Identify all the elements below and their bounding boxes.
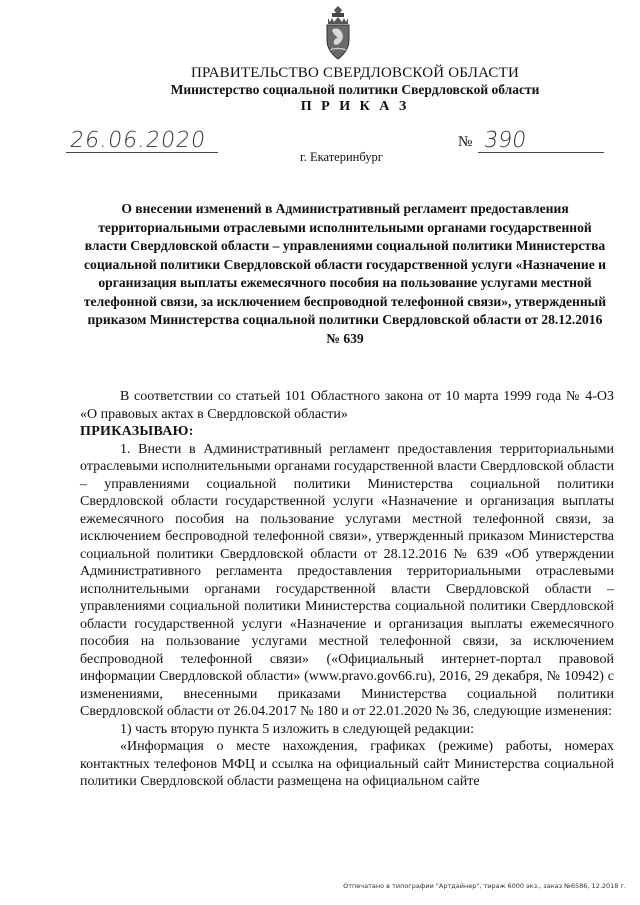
item-1-paragraph: 1. Внести в Административный регламент предоставления территориальными отраслевыми исполнительными органами государственной власти Свердловской области – управлениями социальной политики Министерства социальной политики Свердловской области государственной услуги «Назначение и организация выплаты ежемесячного пособия на пользование услугами местной телефонной связи, за исключением беспроводной телефонной связи», утвержденный приказом Министерства социальной политики Свердловской области от 28.12.2016 № 639 «Об утверждении Административного регламента предоставления территориальными отраслевыми исполнительными органами государственной власти Свердловской области – управлениями социальной политики Министерства социальной политики Свердловской области государственной услуги «Назначение и организация выплаты ежемесячного пособия на пользование услугами местной телефонной связи, за исключением беспроводной телефонной связи» («Официальный интернет-портал правовой информации Свердловской области» (www.pravo.gov66.ru), 2016, 29 декабря, № 10942) с изменениями, внесенными приказами Министерства социальной политики Свердловской области от 26.04.2017 № 180 и от 22.01.2020 № 36, следующие изменения:: [80, 441, 614, 719]
quote-paragraph: «Информация о месте нахождения, графиках (режиме) работы, номерах контактных телефонов МФЦ и ссылка на официальный сайт Министерства социальной политики Свердловской области размещена на официальном сайте: [80, 739, 614, 789]
subitem-1-paragraph: 1) часть вторую пункта 5 изложить в следующей редакции:: [120, 721, 474, 737]
date-underline: [66, 152, 218, 153]
city: г. Екатеринбург: [300, 150, 383, 164]
document-type: П Р И К А З: [300, 99, 410, 114]
intro-paragraph: В соответствии со статьей 101 Областного закона от 10 марта 1999 года № 4-ОЗ «О правовых актах в Свердловской области»: [80, 389, 614, 422]
document-title: О внесении изменений в Административный регламент предоставления территориальными отраслевыми исполнительными органами государственной власти Свердловской области – управлениями социальной политики Министерства социальной политики Свердловской области государственной услуги «Назначение и организация выплаты ежемесячного пособия на пользование услугами местной телефонной связи, за исключением беспроводной телефонной связи», утвержденный приказом Министерства социальной политики Свердловской области от 28.12.2016 № 639: [83, 201, 607, 346]
number-underline: [478, 152, 604, 153]
order-verb: ПРИКАЗЫВАЮ:: [80, 424, 194, 439]
ministry-name: Министерство социальной политики Свердловской области: [170, 82, 540, 97]
number-label: №: [458, 134, 473, 150]
order-number: 390: [482, 128, 528, 153]
document-header: [0, 64, 640, 115]
coat-of-arms-icon: [320, 6, 356, 60]
print-note: Отпечатано в типографии "Артдайнер", тираж 6000 экз., заказ №6586, 12.2018 г.: [343, 882, 626, 890]
government-name: ПРАВИТЕЛЬСТВО СВЕРДЛОВСКОЙ ОБЛАСТИ: [190, 65, 520, 81]
order-date: 26.06.2020: [68, 128, 208, 153]
document-body: [80, 388, 614, 791]
